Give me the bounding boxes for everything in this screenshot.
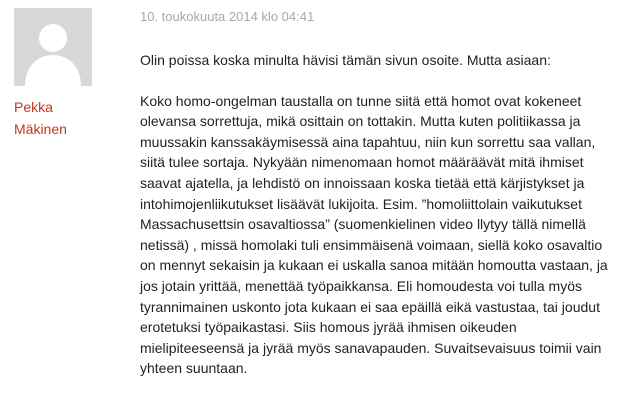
comment-author-column (14, 8, 124, 140)
avatar (14, 8, 92, 86)
comment-body (140, 50, 616, 399)
author-first-name: Pekka (14, 99, 53, 115)
comment-timestamp[interactable]: 10. toukokuuta 2014 klo 04:41 (140, 9, 315, 24)
default-avatar-icon (14, 8, 92, 86)
author-last-name: Mäkinen (14, 121, 67, 137)
comment-paragraph: Olin poissa koska minulta hävisi tämän sivun osoite. Mutta asiaan: (140, 52, 551, 68)
author-name-link[interactable] (14, 96, 104, 140)
comment-paragraph: Koko homo-ongelman taustalla on tunne siitä että homot ovat kokeneet olevansa sorrettuja, mikä osittain on tottakin. Mutta kuten politiikassa ja muussakin kanssakäymisessä aina tapahtuu, niin kun sorrettu saa vallan, siitä tulee sortaja. Nykyään nimenomaan homot määräävät mitä ihmiset saavat ajatella, ja lehdistö on innoissaan koska tietää että kärjistykset ja intohimojenliikutukset lisäävät lukijoita. Esim. ”homoliittolain vaikutukset Massachusettsin osavaltiossa” (suomenkielinen video llytyy tällä nimellä netissä) , missä homolaki tuli ensimmäisenä voimaan, siellä koko osavaltio on mennyt sekaisin ja kukaan ei uskalla sanoa mitään homoutta vastaan, ja jos jotain yrittää, menettää työpaikkansa. Eli homoudesta voi tulla myös tyrannimainen uskonto jota kukaan ei saa epäillä eikä vastustaa, tai joudut erotetuksi työpaikastasi. Siis homous jyrää ihmisen oikeuden mielipiteeseensä ja jyrää myös sanavapauden. Suvaitsevaisuus toimii vain yhteen suuntaan. (140, 92, 608, 377)
